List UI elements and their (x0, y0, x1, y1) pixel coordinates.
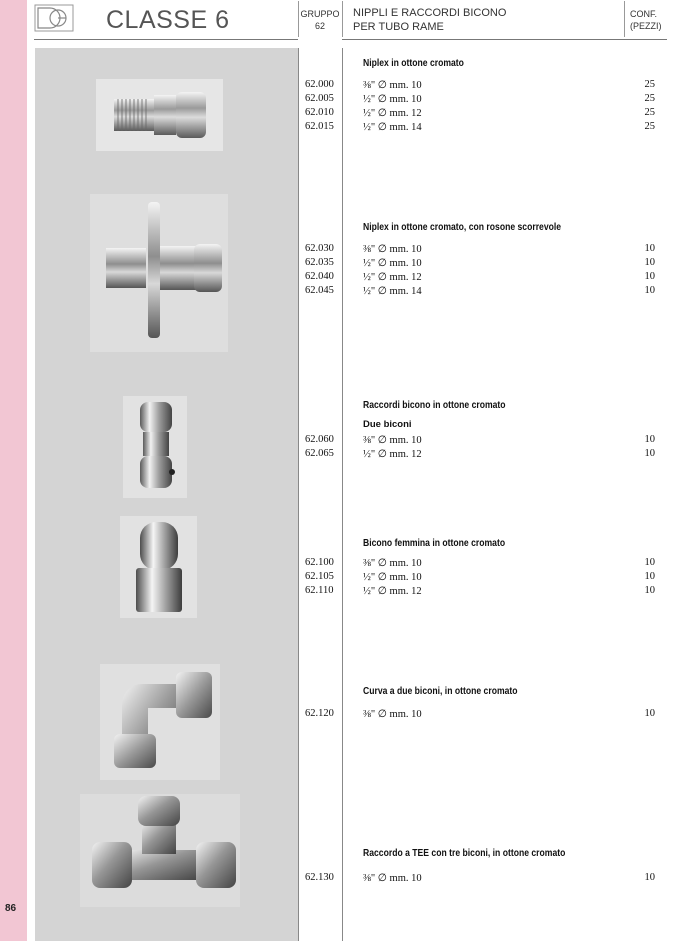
conf-header-line1: CONF. (630, 9, 657, 19)
product-size: ½" ∅ mm. 12 (363, 108, 422, 119)
pack-quantity: 10 (644, 257, 655, 268)
product-code: 62.040 (305, 271, 334, 282)
product-code: 62.060 (305, 434, 334, 445)
product-title: Raccordo a TEE con tre biconi, in ottone cromato (363, 847, 566, 859)
product-size: ½" ∅ mm. 12 (363, 449, 422, 460)
product-size: ½" ∅ mm. 10 (363, 258, 422, 269)
product-code: 62.065 (305, 448, 334, 459)
product-code: 62.045 (305, 285, 334, 296)
product-title: Curva a due biconi, in ottone cromato (363, 685, 518, 697)
pack-quantity: 25 (644, 121, 655, 132)
pack-quantity: 10 (644, 585, 655, 596)
double-bicono-image (123, 396, 187, 498)
niplex-rosette-image (90, 194, 228, 352)
product-code: 62.105 (305, 571, 334, 582)
product-code: 62.030 (305, 243, 334, 254)
product-title: Bicono femmina in ottone cromato (363, 537, 506, 549)
pack-quantity: 25 (644, 107, 655, 118)
pack-quantity: 10 (644, 708, 655, 719)
product-size: ½" ∅ mm. 12 (363, 586, 422, 597)
product-size: ½" ∅ mm. 12 (363, 272, 422, 283)
side-color-strip (0, 0, 27, 941)
product-code: 62.120 (305, 708, 334, 719)
product-size: ⅜" ∅ mm. 10 (363, 873, 422, 884)
header-rule (342, 39, 667, 40)
section-title-line1: NIPPLI E RACCORDI BICONO (353, 7, 507, 19)
conf-header-line2: (PEZZI) (630, 21, 662, 31)
product-size: ⅜" ∅ mm. 10 (363, 244, 422, 255)
product-code: 62.035 (305, 257, 334, 268)
conf-header (630, 8, 662, 32)
product-size: ⅜" ∅ mm. 10 (363, 435, 422, 446)
product-size: ½" ∅ mm. 14 (363, 286, 422, 297)
pack-quantity: 25 (644, 79, 655, 90)
product-code: 62.110 (305, 585, 334, 596)
product-subtitle: Due biconi (363, 419, 412, 430)
pack-quantity: 10 (644, 285, 655, 296)
page-number: 86 (5, 903, 17, 914)
pack-quantity: 10 (644, 571, 655, 582)
bicono-femmina-image (120, 516, 197, 618)
section-title-line2: PER TUBO RAME (353, 21, 444, 33)
pack-quantity: 10 (644, 448, 655, 459)
header-divider (624, 1, 625, 37)
pack-quantity: 10 (644, 243, 655, 254)
product-code: 62.005 (305, 93, 334, 104)
product-title: Raccordi bicono in ottone cromato (363, 399, 506, 411)
section-title (353, 6, 506, 34)
pack-quantity: 10 (644, 557, 655, 568)
product-code: 62.015 (305, 121, 334, 132)
niplex-fitting-image (96, 79, 223, 151)
header-divider (298, 1, 299, 37)
column-divider (298, 48, 299, 941)
product-size: ⅜" ∅ mm. 10 (363, 80, 422, 91)
pack-quantity: 10 (644, 271, 655, 282)
product-title: Niplex in ottone cromato (363, 57, 464, 69)
tee-fitting-image (80, 794, 240, 907)
product-size: ½" ∅ mm. 14 (363, 122, 422, 133)
product-size: ½" ∅ mm. 10 (363, 572, 422, 583)
product-size: ⅜" ∅ mm. 10 (363, 709, 422, 720)
product-code: 62.010 (305, 107, 334, 118)
header-rule (34, 39, 298, 40)
gruppo-label-text: GRUPPO (300, 9, 340, 19)
pack-quantity: 25 (644, 93, 655, 104)
gruppo-number: 62 (314, 21, 325, 31)
product-code: 62.000 (305, 79, 334, 90)
product-size: ½" ∅ mm. 10 (363, 94, 422, 105)
product-size: ⅜" ∅ mm. 10 (363, 558, 422, 569)
header-divider (342, 1, 343, 37)
column-divider (342, 48, 343, 941)
gruppo-label (300, 8, 340, 32)
company-logo-icon (34, 4, 74, 32)
product-code: 62.130 (305, 872, 334, 883)
product-title: Niplex in ottone cromato, con rosone scorrevole (363, 221, 562, 233)
pack-quantity: 10 (644, 872, 655, 883)
product-code: 62.100 (305, 557, 334, 568)
pack-quantity: 10 (644, 434, 655, 445)
curva-elbow-image (100, 664, 220, 780)
class-title: CLASSE 6 (106, 6, 230, 34)
